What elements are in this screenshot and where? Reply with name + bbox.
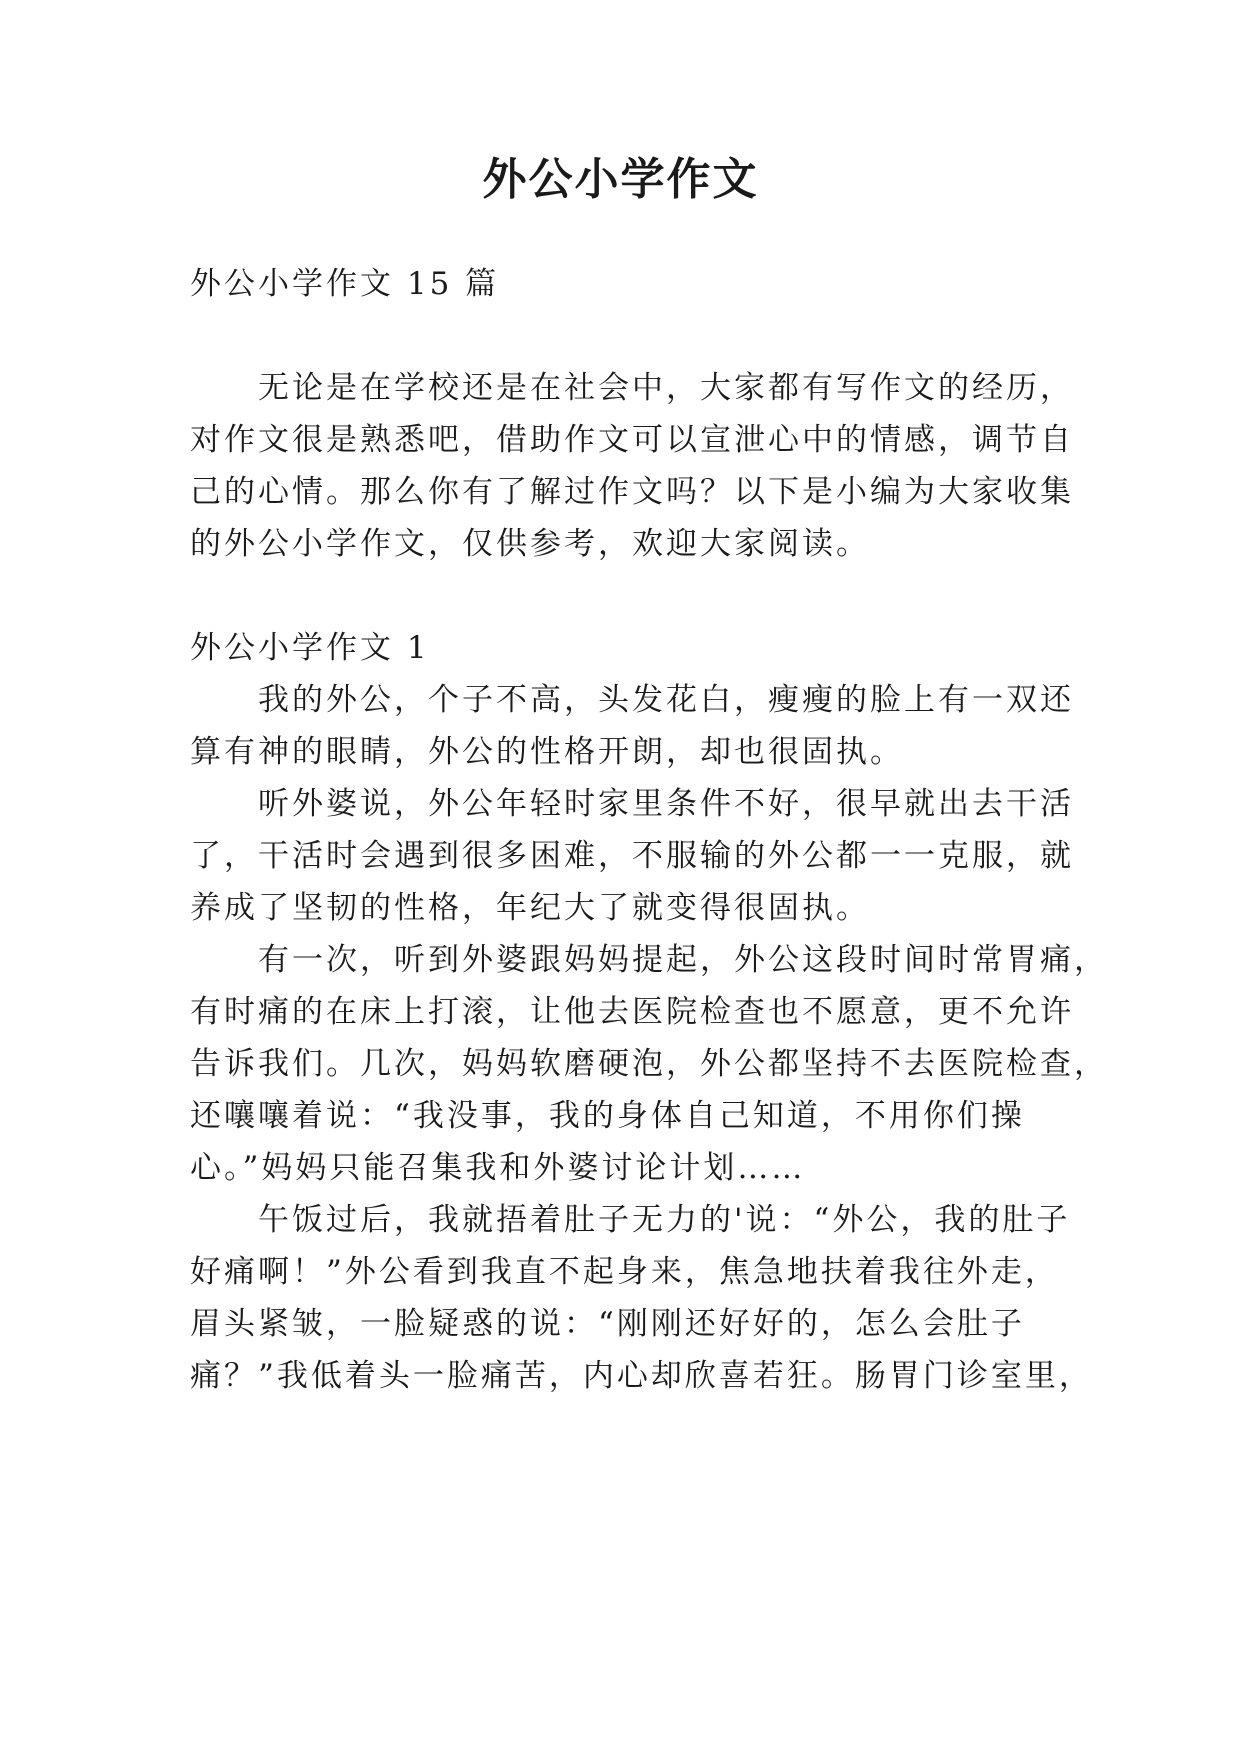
section-heading: 外公小学作文 1 [190, 630, 430, 666]
body-line: 听外婆说，外公年轻时家里条件不好，很早就出去干活 [258, 786, 1074, 822]
intro-line: 己的心情。那么你有了解过作文吗？以下是小编为大家收集 [190, 474, 1074, 510]
body-line: 眉头紧皱，一脸疑惑的说：“刚刚还好好的，怎么会肚子 [190, 1306, 1025, 1342]
body-line: 还嚷嚷着说：“我没事，我的身体自己知道，不用你们操 [190, 1098, 1025, 1134]
intro-line: 对作文很是熟悉吧，借助作文可以宣泄心中的情感，调节自 [190, 422, 1074, 458]
body-line: 了，干活时会遇到很多困难，不服输的外公都一一克服，就 [190, 838, 1074, 874]
body-line: 有一次，听到外婆跟妈妈提起，外公这段时间时常胃痛， [258, 942, 1108, 978]
intro-line: 无论是在学校还是在社会中，大家都有写作文的经历， [258, 370, 1074, 406]
body-line: 我的外公，个子不高，头发花白，瘦瘦的脸上有一双还 [258, 682, 1074, 718]
body-line: 算有神的眼睛，外公的性格开朗，却也很固执。 [190, 734, 904, 770]
body-line: 好痛啊！”外公看到我直不起身来，焦急地扶着我往外走， [190, 1254, 1059, 1290]
body-line: 痛？”我低着头一脸痛苦，内心却欣喜若狂。肠胃门诊室里， [190, 1358, 1093, 1394]
body-line: 午饭过后，我就捂着肚子无力的'说：“外公，我的肚子 [258, 1202, 1071, 1238]
body-line: 告诉我们。几次，妈妈软磨硬泡，外公都坚持不去医院检查， [190, 1046, 1108, 1082]
document-title: 外公小学作文 [482, 154, 759, 205]
body-line: 有时痛的在床上打滚，让他去医院检查也不愿意，更不允许 [190, 994, 1074, 1030]
intro-line: 的外公小学作文，仅供参考，欢迎大家阅读。 [190, 526, 870, 562]
document-subtitle: 外公小学作文 15 篇 [190, 266, 500, 302]
body-line: 心。”妈妈只能召集我和外婆讨论计划…… [190, 1150, 806, 1186]
body-line: 养成了坚韧的性格，年纪大了就变得很固执。 [190, 890, 870, 926]
